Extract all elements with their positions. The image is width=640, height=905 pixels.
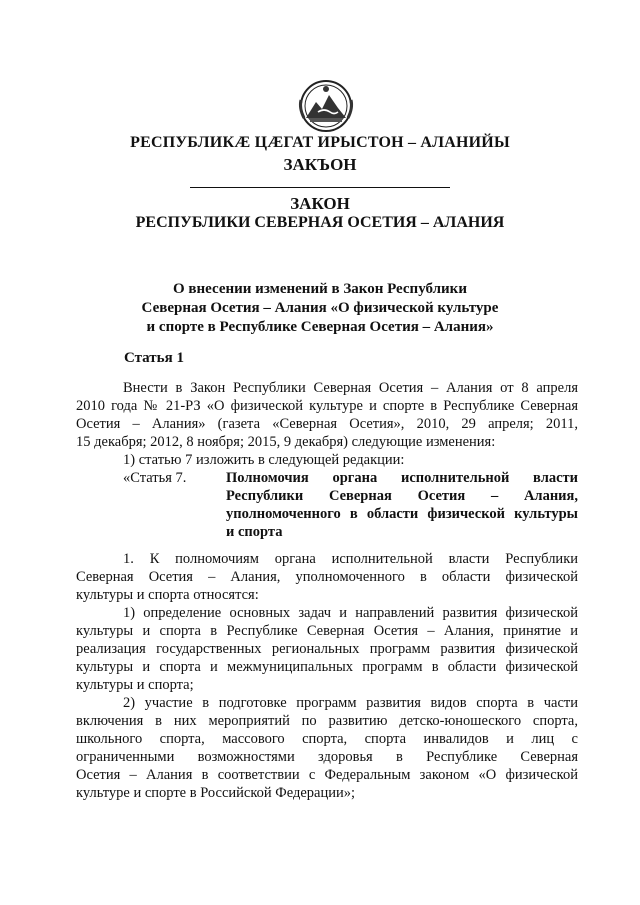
- text-line: культуры и спорта относятся:: [76, 587, 259, 603]
- text-line: ограниченными возможностями здоровья в Республике Северная: [76, 749, 578, 765]
- text-line: 1. К полномочиям органа исполнительной власти Республики: [123, 551, 578, 567]
- header-divider: [190, 187, 450, 188]
- text-line: 2) участие в подготовке программ развития видов спорта в части: [123, 695, 578, 711]
- text-line: Республики Северная Осетия – Алания,: [226, 488, 578, 504]
- text-line: культуры и спорта и межмуниципальных программ в области физической: [76, 659, 578, 675]
- law-russian-heading: ЗАКОН: [290, 194, 350, 213]
- law-title-line: О внесении изменений в Закон Республики: [173, 281, 467, 297]
- text-line: Полномочия органа исполнительной власти: [226, 470, 578, 486]
- text-line: уполномоченного в области физической культуры: [226, 506, 578, 522]
- text-line: 1) определение основных задач и направлений развития физической: [123, 605, 578, 621]
- republic-russian-heading: РЕСПУБЛИКИ СЕВЕРНАЯ ОСЕТИЯ – АЛАНИЯ: [135, 214, 505, 231]
- text-line: и спорта: [226, 524, 283, 540]
- article-7-label: «Статья 7.: [123, 470, 187, 486]
- republic-ossetian-heading: РЕСПУБЛИКӔ ЦӔГАТ ИРЫСТОН – АЛАНИЙЫ: [130, 134, 510, 151]
- text-line: включения в них мероприятий по развитию детско-юношеского спорта,: [76, 713, 578, 729]
- text-line: культуры и спорта в Республике Северная Осетия – Алания, принятие и: [76, 623, 578, 639]
- text-line: Северная Осетия – Алания, уполномоченного в области физической: [76, 569, 578, 585]
- law-title-line: Северная Осетия – Алания «О физической культуре: [141, 300, 499, 316]
- text-line: Внести в Закон Республики Северная Осетия – Алания от 8 апреля: [123, 380, 578, 396]
- text-line: 2010 года № 21-РЗ «О физической культуре и спорте в Республике Северная: [76, 398, 578, 414]
- article-1-heading: Статья 1: [124, 350, 184, 366]
- text-line: реализация государственных региональных программ развития физической: [76, 641, 578, 657]
- article-7-title: [226, 469, 578, 541]
- text-line: школьного спорта, массового спорта, спорта инвалидов и лиц с: [76, 731, 578, 747]
- law-title-line: и спорте в Республике Северная Осетия – Алания»: [146, 319, 494, 335]
- intro-paragraph: [76, 379, 578, 469]
- main-text: [76, 550, 578, 802]
- text-line: 15 декабря; 2012, 8 ноября; 2015, 9 декабря) следующие изменения:: [76, 434, 496, 450]
- law-title: [120, 280, 520, 337]
- coat-of-arms-emblem-icon: [296, 78, 356, 132]
- law-ossetian-heading: ЗАКЪОН: [283, 155, 357, 174]
- text-line: Осетия – Алания в соответствии с Федеральным законом «О физической: [76, 767, 578, 783]
- text-line: Осетия – Алания» (газета «Северная Осетия», 2010, 29 апреля; 2011,: [76, 416, 578, 432]
- text-line: культуре и спорте в Российской Федерации»;: [76, 785, 356, 801]
- intro-item: 1) статью 7 изложить в следующей редакции:: [123, 452, 405, 468]
- text-line: культуры и спорта;: [76, 677, 194, 693]
